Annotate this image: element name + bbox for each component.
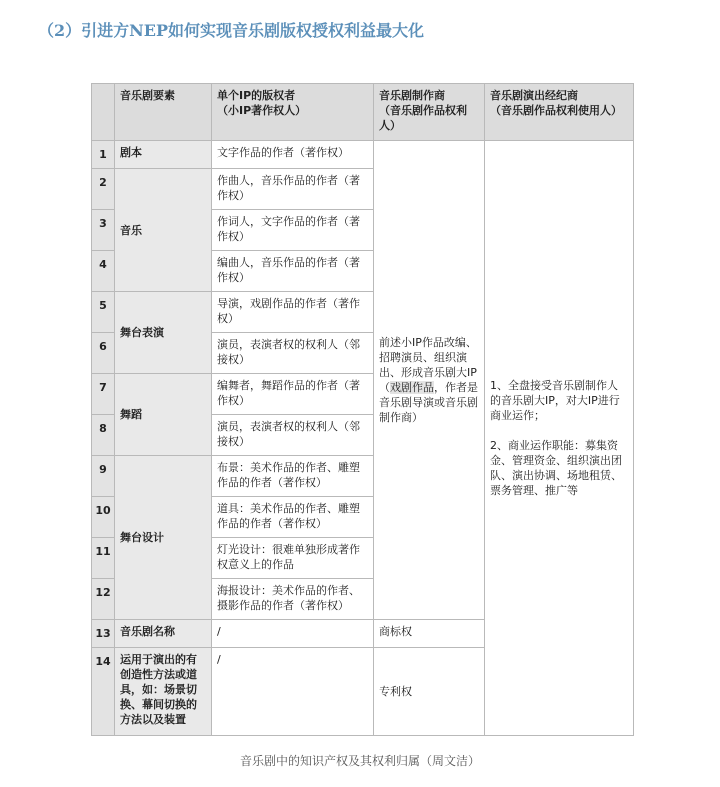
- section-heading: （2）引进方NEP如何实现音乐剧版权授权利益最大化: [38, 21, 424, 40]
- row-number: 5: [92, 292, 115, 333]
- table-header-row: [92, 84, 634, 141]
- row-number: 12: [92, 579, 115, 620]
- ip-owner-cell: /: [212, 648, 374, 736]
- header-element: 音乐剧要素: [115, 84, 212, 141]
- producer-cell: [374, 141, 485, 620]
- element-stage: 舞台表演: [115, 292, 212, 374]
- ip-owner-cell: 作词人，文字作品的作者（著作权）: [212, 210, 374, 251]
- ip-owner-cell: 演员，表演者权的权利人（邻接权）: [212, 415, 374, 456]
- element-methods: 运用于演出的有创造性方法或道具，如：场景切换、幕间切换的方法以及装置: [115, 648, 212, 736]
- table-row: [92, 141, 634, 169]
- agent-text-1: 1、全盘接受音乐剧制作人的音乐剧大IP，对大IP进行商业运作；: [490, 379, 620, 422]
- row-number: 7: [92, 374, 115, 415]
- ip-owner-cell: 作曲人，音乐作品的作者（著作权）: [212, 169, 374, 210]
- row-number: 6: [92, 333, 115, 374]
- table-caption: 音乐剧中的知识产权及其权利归属（周文洁）: [239, 754, 480, 768]
- row-number: 10: [92, 497, 115, 538]
- ip-owner-cell: /: [212, 620, 374, 648]
- row-number: 3: [92, 210, 115, 251]
- ip-owner-cell: 编曲人，音乐作品的作者（著作权）: [212, 251, 374, 292]
- agent-text-2: 2、商业运作职能：募集资金、管理资金、组织演出团队、演出协调、场地租赁、票务管理、推广等: [490, 439, 622, 497]
- header-agent: 音乐剧演出经纪商 （音乐剧作品权利使用人）: [485, 84, 634, 141]
- element-design: 舞台设计: [115, 456, 212, 620]
- agent-cell: [485, 141, 634, 736]
- ip-owner-cell: 灯光设计：很难单独形成著作权意义上的作品: [212, 538, 374, 579]
- element-name: 音乐剧名称: [115, 620, 212, 648]
- ip-owner-cell: 演员，表演者权的权利人（邻接权）: [212, 333, 374, 374]
- element-script: 剧本: [115, 141, 212, 169]
- ip-owner-cell: 道具：美术作品的作者、雕塑作品的作者（著作权）: [212, 497, 374, 538]
- ip-rights-table: [91, 83, 634, 736]
- element-music: 音乐: [115, 169, 212, 292]
- ip-owner-cell: 海报设计：美术作品的作者、摄影作品的作者（著作权）: [212, 579, 374, 620]
- patent-cell: 专利权: [374, 648, 485, 736]
- element-dance: 舞蹈: [115, 374, 212, 456]
- row-number: 2: [92, 169, 115, 210]
- trademark-cell: 商标权: [374, 620, 485, 648]
- producer-text-after: ，作者是音乐剧导演或音乐剧制作商）: [379, 381, 478, 424]
- row-number: 13: [92, 620, 115, 648]
- ip-owner-cell: 导演，戏剧作品的作者（著作权）: [212, 292, 374, 333]
- producer-text-before: 前述小IP作品改编、招聘演员、组织演出、形成音乐剧大IP（: [379, 336, 477, 394]
- header-corner-cell: [92, 84, 115, 141]
- row-number: 9: [92, 456, 115, 497]
- row-number: 11: [92, 538, 115, 579]
- ip-owner-cell: 文字作品的作者（著作权）: [212, 141, 374, 169]
- row-number: 8: [92, 415, 115, 456]
- producer-highlight: 戏剧作品: [390, 381, 434, 394]
- row-number: 4: [92, 251, 115, 292]
- ip-owner-cell: 布景：美术作品的作者、雕塑作品的作者（著作权）: [212, 456, 374, 497]
- header-ip-owner: 单个IP的版权者 （小IP著作权人）: [212, 84, 374, 141]
- ip-rights-table-container: [91, 83, 633, 736]
- ip-owner-cell: 编舞者，舞蹈作品的作者（著作权）: [212, 374, 374, 415]
- row-number: 1: [92, 141, 115, 169]
- header-producer: 音乐剧制作商 （音乐剧作品权利人）: [374, 84, 485, 141]
- row-number: 14: [92, 648, 115, 736]
